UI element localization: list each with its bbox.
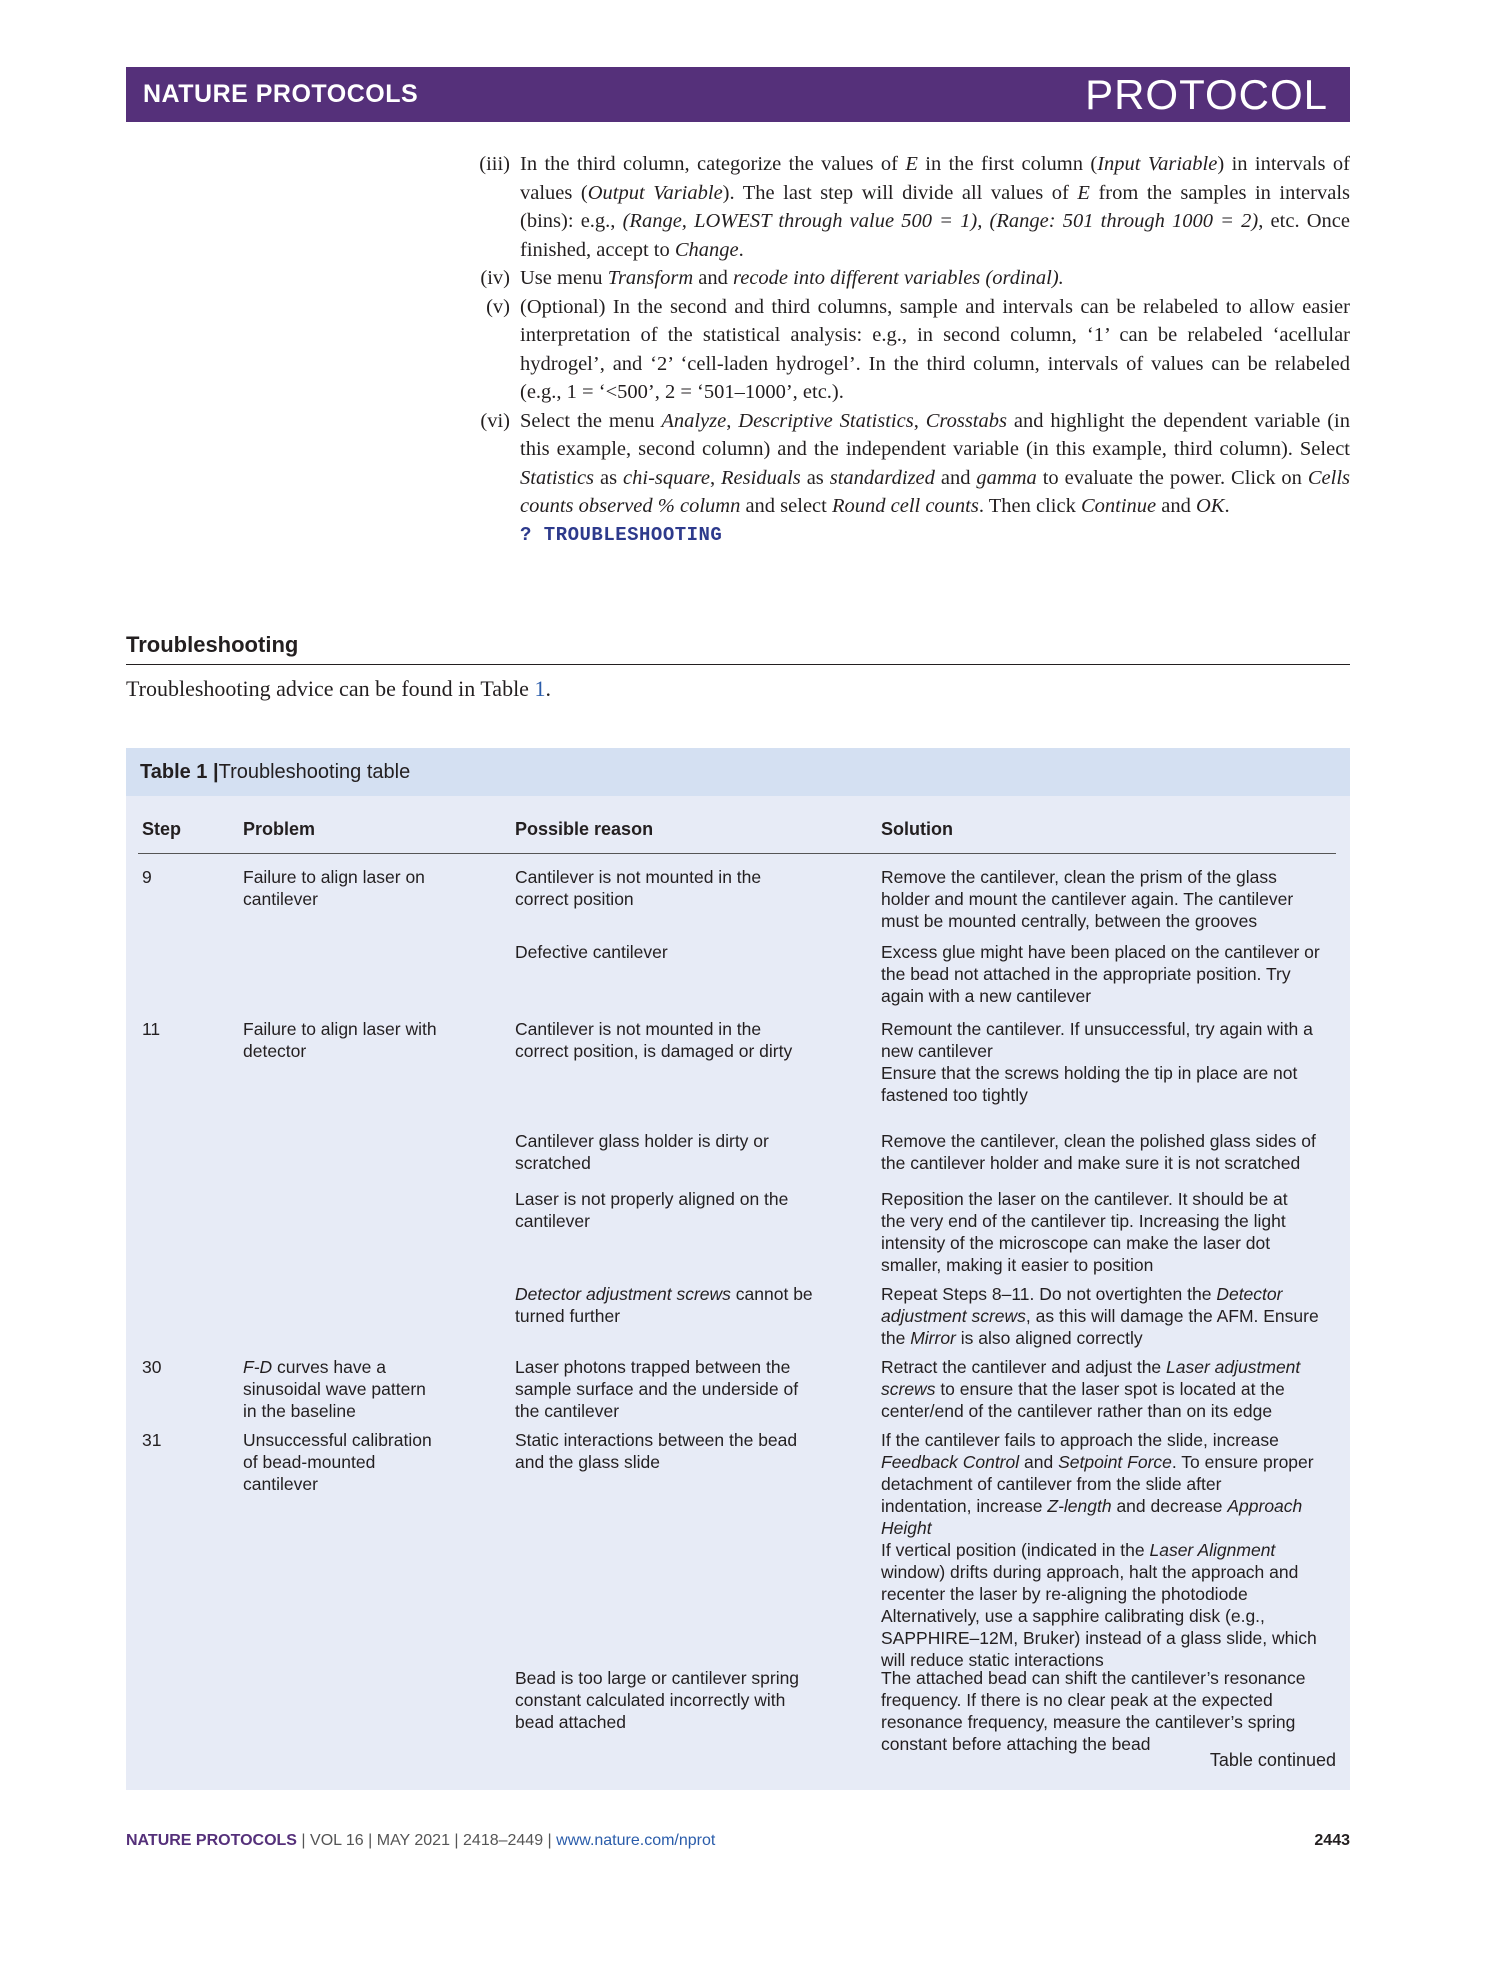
cell-step: 31 [142, 1430, 162, 1450]
header-step: Step [142, 819, 182, 839]
cell-problem: Failure to align laser with detector [243, 1019, 437, 1061]
journal-header-bar [126, 67, 1350, 122]
cell-solution: If the cantilever fails to approach the slide, increase Feedback Control and Setpoint Force. To ensure proper detachment of cantilever from the slide after indentation, increase Z-length and decrease Approach Height If vertical position (indicated in the Laser Alignment window) drifts during approach, halt the approach and recenter the laser by re-aligning the photodiode Alternatively, use a sapphire calibrating disk (e.g., SAPPHIRE–12M, Bruker) instead of a glass slide, which will reduce static interactions [881, 1430, 1317, 1670]
table-reference-link[interactable]: 1 [534, 676, 546, 701]
cell-reason: Defective cantilever [515, 942, 668, 962]
table-label: Table 1 | [140, 760, 219, 783]
step-number: (iv) [480, 267, 510, 289]
page-footer: NATURE PROTOCOLS | VOL 16 | MAY 2021 | 2418–2449 | www.nature.com/nprot 2443 [126, 1832, 1350, 1849]
header-solution: Solution [881, 819, 953, 839]
cell-solution: Reposition the laser on the cantilever. It should be at the very end of the cantilever tip. Increasing the light intensity of the microscope can make the laser dot smaller, making it easier to position [881, 1189, 1288, 1275]
procedure-steps [470, 150, 1350, 549]
cell-solution: The attached bead can shift the cantilever’s resonance frequency. If there is no clear peak at the expected resonance frequency, measure the cantilever’s spring constant before attaching the bead [881, 1668, 1306, 1754]
cell-step: 30 [142, 1357, 162, 1377]
step-number: (iii) [479, 153, 510, 175]
footer-date: MAY 2021 [376, 1832, 450, 1849]
cell-reason: Laser photons trapped between the sample surface and the underside of the cantilever [515, 1357, 799, 1421]
table-title: Troubleshooting table [218, 760, 411, 783]
table-continued-note: Table continued [1209, 1750, 1336, 1770]
cell-solution: Remove the cantilever, clean the polished glass sides of the cantilever holder and make sure it is not scratched [881, 1131, 1316, 1173]
cell-step: 9 [142, 867, 152, 887]
cell-solution: Remove the cantilever, clean the prism of the glass holder and mount the cantilever again. The cantilever must be mounted centrally, between the grooves [881, 867, 1294, 931]
section-text: Troubleshooting advice can be found in Table 1. [126, 676, 551, 701]
footer-journal: NATURE PROTOCOLS [126, 1832, 297, 1849]
cell-reason: Detector adjustment screws cannot be turned further [515, 1284, 813, 1326]
cell-reason: Cantilever is not mounted in the correct position, is damaged or dirty [515, 1019, 793, 1061]
cell-problem: F-D curves have a sinusoidal wave pattern in the baseline [243, 1357, 426, 1421]
journal-name: NATURE PROTOCOLS [143, 80, 419, 108]
footer-url-link[interactable]: www.nature.com/nprot [556, 1832, 716, 1849]
cell-reason: Bead is too large or cantilever spring constant calculated incorrectly with bead attached [515, 1668, 800, 1732]
cell-reason: Cantilever is not mounted in the correct position [515, 867, 762, 909]
header-problem: Problem [243, 819, 316, 839]
step-text: Use menu Transform and recode into different variables (ordinal). [520, 267, 1064, 289]
footer-pages: 2418–2449 [463, 1832, 544, 1849]
section-heading: Troubleshooting [126, 632, 1350, 665]
cell-problem: Unsuccessful calibration of bead-mounted cantilever [243, 1430, 432, 1494]
troubleshooting-link[interactable]: ? TROUBLESHOOTING [520, 523, 723, 546]
procedure-step [470, 293, 1350, 407]
page-number: 2443 [1314, 1832, 1350, 1849]
step-text: Select the menu Analyze, Descriptive Statistics, Crosstabs and highlight the dependent variable (in this example, second column) and the independent variable (in this example, third column). Select Statistics as chi-square, Residuals as standardized and gamma to evaluate the power. Click on Cells counts observed % column and select Round cell counts. Then click Continue and OK. [520, 409, 1351, 517]
cell-reason: Static interactions between the bead and the glass slide [515, 1430, 798, 1472]
procedure-step [470, 264, 1350, 293]
table-caption [126, 748, 1350, 796]
cell-problem: Failure to align laser on cantilever [243, 867, 425, 909]
cell-solution: Retract the cantilever and adjust the Laser adjustment screws to ensure that the laser spot is located at the center/end of the cantilever rather than on its edge [881, 1357, 1301, 1421]
cell-solution: Excess glue might have been placed on the cantilever or the bead not attached in the appropriate position. Try again with a new cantilever [881, 942, 1320, 1006]
cell-solution: Repeat Steps 8–11. Do not overtighten the Detector adjustment screws, as this will damage the AFM. Ensure the Mirror is also aligned correctly [881, 1284, 1319, 1348]
procedure-step [470, 407, 1350, 521]
troubleshooting-table [126, 748, 1350, 1790]
header-reason: Possible reason [515, 819, 654, 839]
step-text: In the third column, categorize the values of E in the first column (Input Variable) in intervals of values (Output Variable). The last step will divide all values of E from the samples in intervals (bins): e.g., (Range, LOWEST through value 500 = 1), (Range: 501 through 1000 = 2), etc. Once finished, accept to Change. [520, 153, 1351, 261]
step-number: (vi) [480, 409, 510, 432]
procedure-step [470, 150, 1350, 264]
step-text: (Optional) In the second and third columns, sample and intervals can be relabeled to allow easier interpretation of the statistical analysis: e.g., in second column, ‘1’ can be relabeled ‘acellular hydrogel’, and ‘2’ ‘cell-laden hydrogel’. In the third column, intervals of values can be relabeled (e.g., 1 = ‘<500’, 2 = ‘501–1000’, etc.). [520, 295, 1350, 403]
cell-solution: Remount the cantilever. If unsuccessful, try again with a new cantilever Ensure that the screws holding the tip in place are not fastened too tightly [881, 1019, 1313, 1105]
step-number: (v) [486, 295, 510, 318]
table-header-row [138, 813, 1336, 854]
footer-volume: VOL 16 [310, 1832, 364, 1849]
cell-step: 11 [142, 1019, 161, 1039]
cell-reason: Laser is not properly aligned on the cantilever [515, 1189, 789, 1231]
cell-reason: Cantilever glass holder is dirty or scratched [515, 1131, 769, 1173]
article-type: PROTOCOL [1085, 70, 1328, 118]
